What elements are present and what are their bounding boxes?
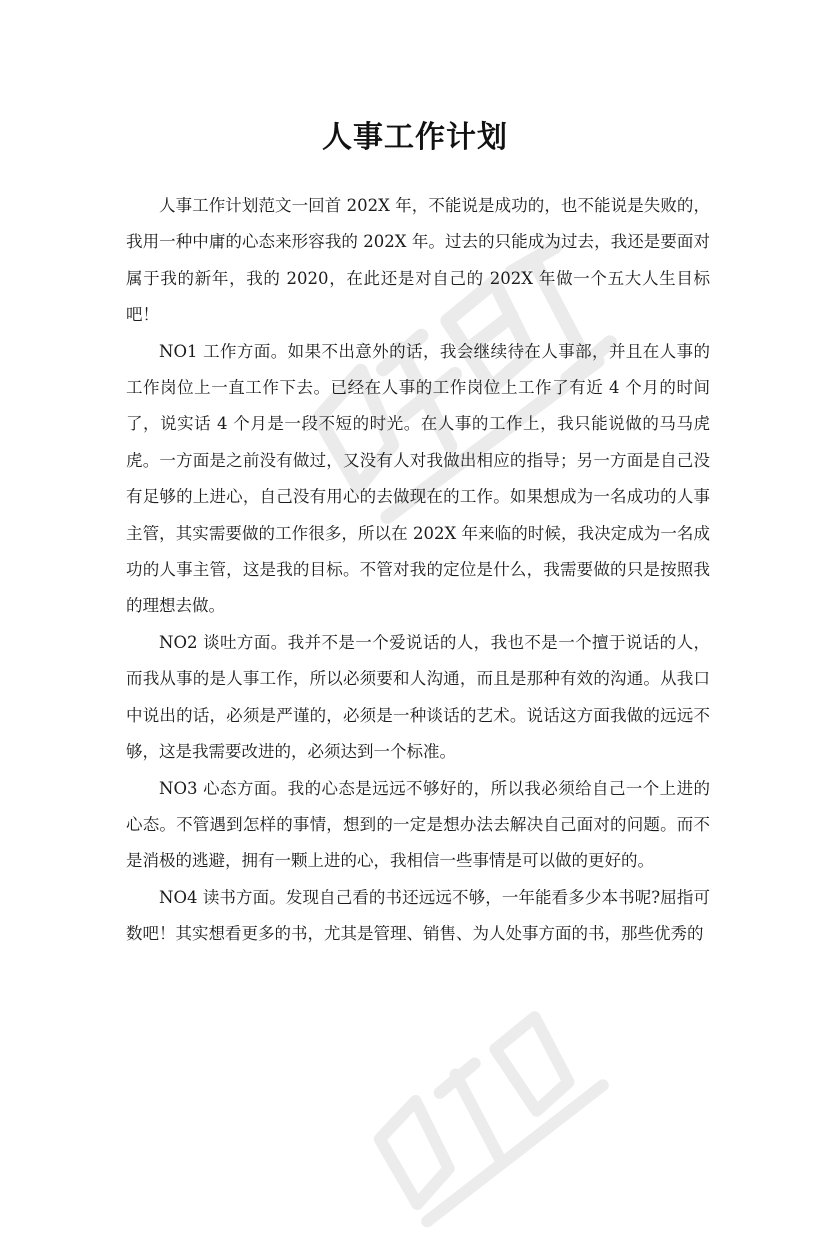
watermark-logo-bottom — [337, 976, 642, 1244]
document-body — [126, 188, 710, 953]
paragraph-no4-reading: NO4 读书方面。发现自己看的书还远远不够，一年能看多少本书呢?屈指可数吧！其实想看更多的书，尤其是管理、销售、为人处事方面的书，那些优秀的 — [126, 887, 710, 944]
paragraph-no1-work: NO1 工作方面。如果不出意外的话，我会继续待在人事部，并且在人事的工作岗位上一直工作下去。已经在人事的工作岗位上工作了有近 4 个月的时间了，说实话 4 个月是一段不短的时光。在人事的工作上，我只能说做的马马虎虎。一方面是之前没有做过，又没有人对我做出相应的指导；另一方面是自己没有足够的上进心，自己没有用心的去做现在的工作。如果想成为一名成功的人事主管，其实需要做的工作很多，所以在 202X 年来临的时候，我决定成为一名成功的人事主管，这是我的目标。不管对我的定位是什么，我需要做的只是按照我的理想去做。 — [126, 341, 710, 616]
paragraph-intro: 人事工作计划范文一回首 202X 年，不能说是成功的，也不能说是失败的，我用一种中庸的心态来形容我的 202X 年。过去的只能成为过去，我还是要面对属于我的新年，我的 2020，在此还是对自己的 202X 年做一个五大人生目标吧！ — [126, 196, 710, 325]
paragraph-no2-speech: NO2 谈吐方面。我并不是一个爱说话的人，我也不是一个擅于说话的人，而我从事的是人事工作，所以必须要和人沟通，而且是那种有效的沟通。从我口中说出的话，必须是严谨的，必须是一种谈话的艺术。说话这方面我做的远远不够，这是我需要改进的，必须达到一个标准。 — [126, 632, 710, 762]
page-title: 人事工作计划 — [322, 120, 508, 155]
paragraph-no3-mindset: NO3 心态方面。我的心态是远远不够好的，所以我必须给自己一个上进的心态。不管遇到怎样的事情，想到的一定是想办法去解决自己面对的问题。而不是消极的逃避，拥有一颗上进的心，我相信一些事情是可以做的更好的。 — [126, 778, 710, 871]
